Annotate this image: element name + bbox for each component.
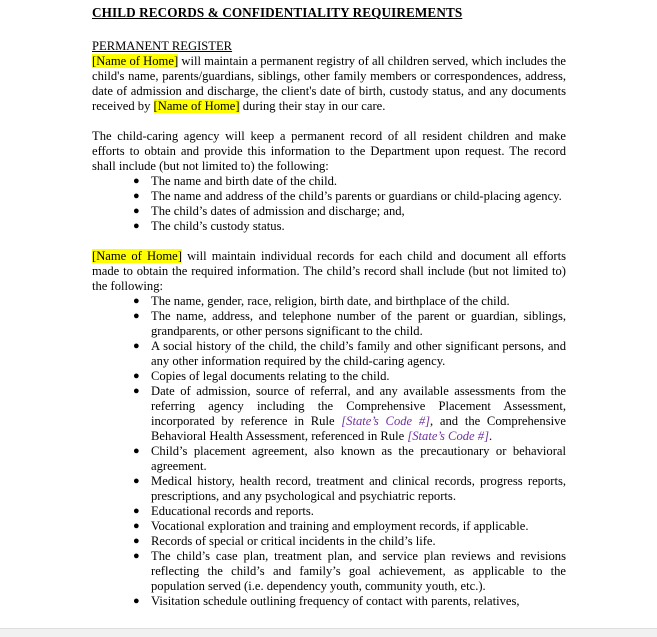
- list-item: ● The name, gender, race, religion, birth date, and birthplace of the child.: [133, 294, 510, 308]
- bullet-icon: ●: [133, 520, 140, 532]
- bullet-icon: ●: [133, 535, 140, 547]
- list-item: ● Child’s placement agreement, also known as the precautionary or behavioral agreement.: [133, 444, 566, 473]
- paragraph-registry: [Name of Home] will maintain a permanent registry of all children served, which includes the child's name, parents/guardians, siblings, other family members or correspondences, address, date of admission and discharge, the client's date of birth, custody status, and any documents received by [Name of Home] during their stay in our care.: [92, 54, 567, 113]
- list-item: ● Visitation schedule outlining frequency of contact with parents, relatives,: [133, 594, 520, 608]
- list-individual-records: [92, 294, 566, 609]
- list-item: ● The name, address, and telephone number of the parent or guardian, siblings, grandparents, or other persons significant to the child.: [133, 309, 566, 338]
- bullet-icon: ●: [133, 205, 140, 217]
- bullet-icon: ●: [133, 190, 140, 202]
- list-item: ● Copies of legal documents relating to the child.: [133, 369, 390, 383]
- bullet-icon: ●: [133, 475, 140, 487]
- list-item: ● Records of special or critical incidents in the child’s life.: [133, 534, 436, 548]
- document-body: [92, 0, 566, 609]
- placeholder-name-of-home: [Name of Home]: [92, 54, 179, 68]
- list-item: ● A social history of the child, the child’s family and other significant persons, and any other information required by the child-caring agency.: [133, 339, 566, 368]
- bullet-icon: ●: [133, 175, 140, 187]
- bullet-icon: ●: [133, 220, 140, 232]
- section-heading: PERMANENT REGISTER: [92, 39, 233, 53]
- bullet-icon: ●: [133, 550, 140, 562]
- list-item: ● The child’s custody status.: [133, 219, 285, 233]
- bullet-icon: ●: [133, 445, 140, 457]
- list-item: ● Educational records and reports.: [133, 504, 314, 518]
- placeholder-name-of-home: [Name of Home]: [153, 99, 240, 113]
- list-permanent-record: [92, 174, 566, 234]
- list-item: ● Vocational exploration and training and employment records, if applicable.: [133, 519, 529, 533]
- paragraph-permanent-record: The child-caring agency will keep a permanent record of all resident children and make efforts to obtain and provide this information to the Department upon request. The record shall include (but not limited to) the following:: [92, 129, 566, 173]
- list-item: ● Medical history, health record, treatment and clinical records, progress reports, prescriptions, and any psychological and psychiatric reports.: [133, 474, 566, 503]
- list-item: ● The name and address of the child’s parents or guardians or child-placing agency.: [133, 189, 562, 203]
- list-item: ● The child’s case plan, treatment plan, and service plan reviews and revisions reflecting the child’s and family’s goal achievement, as applicable to the population served (i.e. dependency youth, community youth, etc.).: [133, 549, 566, 593]
- bullet-icon: ●: [133, 595, 140, 607]
- list-item: ● The child’s dates of admission and discharge; and,: [133, 204, 405, 218]
- list-item: ● Date of admission, source of referral, and any available assessments from the referring agency including the Comprehensive Placement Assessment, incorporated by reference in Rule [State’s Code #], and the Comprehensive Behavioral Health Assessment, referenced in Rule [State’s Code #].: [133, 384, 566, 443]
- bullet-icon: ●: [133, 370, 140, 382]
- paragraph-individual-records: [Name of Home] will maintain individual records for each child and document all efforts made to obtain the required information. The child’s record shall include (but not limited to) the following:: [92, 249, 566, 293]
- document-title: CHILD RECORDS & CONFIDENTIALITY REQUIREMENTS: [92, 5, 463, 20]
- bullet-icon: ●: [133, 505, 140, 517]
- bullet-icon: ●: [133, 385, 140, 397]
- bullet-icon: ●: [133, 295, 140, 307]
- bullet-icon: ●: [133, 310, 140, 322]
- bullet-icon: ●: [133, 340, 140, 352]
- list-item: ● The name and birth date of the child.: [133, 174, 338, 188]
- placeholder-state-code: [State’s Code #]: [407, 429, 489, 443]
- placeholder-name-of-home: [Name of Home]: [92, 249, 182, 263]
- placeholder-state-code: [State’s Code #]: [341, 414, 431, 428]
